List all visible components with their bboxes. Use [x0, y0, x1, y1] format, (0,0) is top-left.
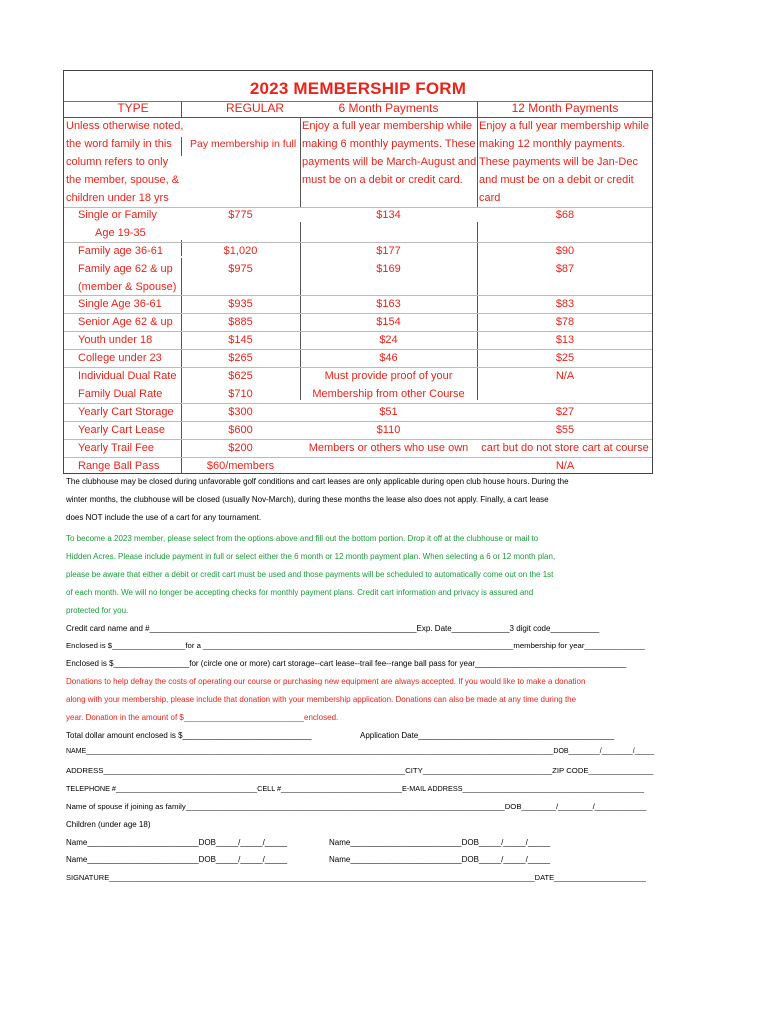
header-regular: REGULAR [225, 101, 284, 115]
six-note-line: Enjoy a full year membership while [302, 120, 472, 132]
row-twelve: $25 [555, 352, 575, 364]
donation-end-text: enclosed. [304, 713, 339, 722]
row-twelve: $55 [555, 424, 575, 436]
row-regular: $710 [228, 388, 253, 400]
instructions-line: Hidden Acres. Please include payment in full or select either the 6 month or 12 month payment plan. When selecting a 6 or 12 month plan, [66, 552, 556, 561]
credit-card-field[interactable]: Credit card name and #____________________________________________________________Exp. Date_____________3 digit code___________ [66, 624, 600, 633]
instructions-line: of each month. We will no longer be accepting checks for monthly payment plans. Credit cart information and privacy is assured and [66, 588, 534, 597]
child-field[interactable]: Name_________________________DOB_____/_____/_____ [66, 838, 288, 847]
donation-line: Donations to help defray the costs of operating our course or purchasing new equipment are always accepted. If you would like to make a donation [66, 677, 586, 686]
row-six: $51 [379, 406, 398, 418]
name-field[interactable]: NAME________________________________________________________________________________________________________________________DOB________/________/_____ [66, 748, 655, 755]
type-note-line: the word family in this [66, 138, 172, 150]
donation-text: year. Donation in the amount of $ [66, 713, 184, 722]
row-twelve: $83 [555, 298, 575, 310]
row-six: $154 [376, 316, 401, 328]
header-12-month: 12 Month Payments [511, 101, 619, 115]
row-regular: $975 [228, 263, 253, 275]
six-note-line: payments will be March-August and [302, 156, 476, 168]
enclosed-cart-field[interactable]: Enclosed is $_________________for (circle one or more) cart storage--cart lease--trail fee--range ball pass for year__________________________________ [66, 659, 627, 668]
row-six: $163 [376, 298, 401, 310]
row-regular: $600 [228, 424, 253, 436]
row-six: Membership from other Course [312, 388, 465, 400]
type-note-line: column refers to only [66, 156, 169, 168]
row-six: $46 [379, 352, 398, 364]
row-type: Single Age 36-61 [78, 298, 162, 310]
row-type: Range Ball Pass [78, 460, 160, 472]
col-divider [477, 117, 478, 207]
row-type: Senior Age 62 & up [78, 316, 173, 328]
child-field[interactable]: Name_________________________DOB_____/_____/_____ [329, 855, 551, 864]
row-twelve: $27 [555, 406, 575, 418]
instructions-line: protected for you. [66, 606, 129, 615]
row-type: College under 23 [78, 352, 162, 364]
row-regular: $265 [228, 352, 253, 364]
row-type: Yearly Trail Fee [78, 442, 155, 454]
notice-line: does NOT include the use of a cart for any tournament. [66, 513, 262, 522]
row-type: Single or Family [78, 209, 157, 221]
form-title: 2023 MEMBERSHIP FORM [249, 79, 467, 98]
row-regular: $60/members [206, 460, 275, 472]
row-type-sub: (member & Spouse) [78, 281, 177, 293]
row-six: $177 [376, 245, 401, 257]
row-six: Must provide proof of your [324, 370, 453, 382]
row-regular: $200 [228, 442, 253, 454]
children-label: Children (under age 18) [66, 820, 151, 829]
row-six: Members or others who use own [308, 442, 469, 454]
type-note-line: children under 18 yrs [66, 192, 169, 204]
notice-line: winter months, the clubhouse will be closed (usually Nov-March), during these months the lease also does not apply. Finally, a cart lease [66, 495, 549, 504]
row-twelve: N/A [555, 370, 575, 382]
row-regular: $885 [228, 316, 253, 328]
child-field[interactable]: Name_________________________DOB_____/_____/_____ [66, 855, 288, 864]
twelve-note-line: and must be on a debit or credit [479, 174, 634, 186]
twelve-note-line: making 12 monthly payments. [479, 138, 626, 150]
row-regular: $625 [228, 370, 253, 382]
col-divider [300, 117, 301, 207]
header-6-month: 6 Month Payments [338, 101, 439, 115]
regular-note: Pay membership in full [190, 138, 297, 150]
row-regular: $1,020 [223, 245, 258, 257]
donation-line [66, 713, 338, 722]
row-regular: $775 [228, 209, 253, 221]
row-type: Family age 62 & up [78, 263, 173, 275]
child-field[interactable]: Name_________________________DOB_____/_____/_____ [329, 838, 551, 847]
row-type: Yearly Cart Lease [78, 424, 166, 436]
donation-amount-field[interactable]: ___________________________ [183, 713, 304, 722]
header-type: TYPE [117, 101, 149, 115]
total-amount-field[interactable]: Total dollar amount enclosed is $_____________________________ [66, 731, 312, 740]
row-type: Family Dual Rate [78, 388, 163, 400]
row-twelve: N/A [555, 460, 575, 472]
row-type: Youth under 18 [78, 334, 153, 346]
row-type: Individual Dual Rate [78, 370, 177, 382]
row-six: $169 [376, 263, 401, 275]
application-date-field[interactable]: Application Date____________________________________________ [360, 731, 615, 740]
col-divider [181, 137, 182, 156]
spouse-field[interactable]: Name of spouse if joining as family__________________________________________________________________________DOB________/________/____________ [66, 802, 647, 811]
enclosed-membership-field[interactable]: Enclosed is $_________________for a ________________________________________________________________________membership for year______________ [66, 641, 645, 650]
row-twelve: $68 [555, 209, 575, 221]
row-six: $134 [376, 209, 401, 221]
row-type: Yearly Cart Storage [78, 406, 174, 418]
row-six: $24 [379, 334, 398, 346]
twelve-note-line: card [479, 192, 501, 204]
twelve-note-line: These payments will be Jan-Dec [479, 156, 638, 168]
twelve-note-line: Enjoy a full year membership while [479, 120, 649, 132]
row-regular: $935 [228, 298, 253, 310]
six-note-line: must be on a debit or credit card. [302, 174, 463, 186]
instructions-line: please be aware that either a debit or credit cart must be used and those payments will be scheduled to automatically come out on the 1st [66, 570, 554, 579]
row-twelve: cart but do not store cart at course [481, 442, 649, 454]
six-note-line: making 6 monthly payments. These [302, 138, 476, 150]
telephone-field[interactable]: TELEPHONE #___________________________________CELL #______________________________E-MAIL ADDRESS_____________________________________________ [66, 784, 644, 793]
donation-line: along with your membership, please include that donation with your membership application. Donations can also be made at any time during the [66, 695, 577, 704]
notice-line: The clubhouse may be closed during unfavorable golf conditions and cart leases are only applicable during open club house hours. During the [66, 477, 569, 486]
row-regular: $145 [228, 334, 253, 346]
row-twelve: $78 [555, 316, 575, 328]
row-type: Family age 36-61 [78, 245, 163, 257]
row-regular: $300 [228, 406, 253, 418]
instructions-line: To become a 2023 member, please select from the options above and fill out the bottom portion. Drop it off at the clubhouse or mail to [66, 534, 539, 543]
type-note-line: Unless otherwise noted, [66, 120, 184, 132]
signature-field[interactable]: SIGNATURE______________________________________________________________________________________________________DATE______________________ [66, 873, 646, 882]
address-field[interactable]: ADDRESS______________________________________________________________________CITY______________________________ZIP CODE_______________ [66, 766, 654, 775]
row-six: $110 [376, 424, 401, 436]
row-type-sub: Age 19-35 [95, 227, 146, 239]
row-twelve: $87 [555, 263, 575, 275]
type-note-line: the member, spouse, & [66, 174, 180, 186]
row-twelve: $13 [555, 334, 575, 346]
row-twelve: $90 [555, 245, 575, 257]
